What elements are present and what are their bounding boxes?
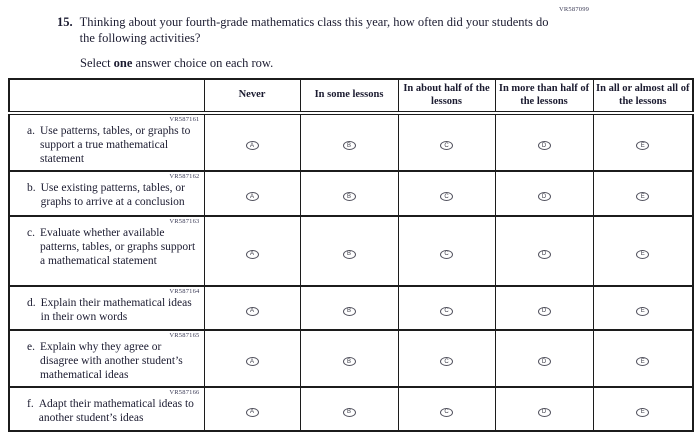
row-stem	[9, 286, 204, 330]
answer-bubble[interactable]: C	[440, 307, 453, 316]
row-code: VR587166	[169, 389, 200, 396]
table-row-a	[9, 113, 693, 171]
select-instruction-suffix: answer choice on each row.	[132, 55, 274, 70]
row-letter: b.	[27, 182, 36, 194]
row-code: VR587164	[169, 288, 200, 295]
answer-bubble[interactable]: A	[246, 307, 259, 316]
choice-cell	[398, 171, 495, 216]
answer-bubble[interactable]: B	[343, 192, 356, 201]
row-stem	[9, 387, 204, 431]
column-header-never: Never	[204, 79, 300, 113]
answer-bubble[interactable]: A	[246, 408, 259, 417]
answer-bubble[interactable]: D	[538, 357, 551, 366]
answer-bubble[interactable]: E	[636, 357, 649, 366]
choice-cell	[495, 286, 593, 330]
choice-cell	[204, 330, 300, 387]
row-letter: d.	[27, 297, 36, 309]
row-stem	[9, 216, 204, 286]
row-code: VR587163	[169, 218, 200, 225]
select-instruction-bold: one	[113, 55, 133, 70]
choice-cell	[398, 330, 495, 387]
question-number: 15.	[57, 15, 73, 29]
table-row-c	[9, 216, 693, 286]
choice-cell	[204, 216, 300, 286]
question-block	[57, 14, 602, 71]
answer-bubble[interactable]: C	[440, 357, 453, 366]
choice-cell	[204, 171, 300, 216]
answer-bubble[interactable]: E	[636, 408, 649, 417]
answer-bubble[interactable]: A	[246, 250, 259, 259]
column-header-some-lessons: In some lessons	[300, 79, 398, 113]
answer-bubble[interactable]: B	[343, 307, 356, 316]
answer-bubble[interactable]: E	[636, 250, 649, 259]
choice-cell	[300, 171, 398, 216]
row-stem	[9, 171, 204, 216]
choice-cell	[398, 216, 495, 286]
column-header-about-half: In about half of the lessons	[398, 79, 495, 113]
row-text: Explain why they agree or disagree with another student’s mathematical ideas	[39, 341, 183, 382]
choice-cell	[593, 113, 693, 171]
row-stem	[9, 113, 204, 171]
row-text: Adapt their mathematical ideas to another student’s ideas	[38, 398, 194, 425]
answer-bubble[interactable]: D	[538, 307, 551, 316]
choice-cell	[593, 330, 693, 387]
choice-cell	[495, 113, 593, 171]
answer-bubble[interactable]: B	[343, 357, 356, 366]
answer-bubble[interactable]: C	[440, 408, 453, 417]
answer-bubble[interactable]: B	[343, 408, 356, 417]
row-text: Explain their mathematical ideas in their own words	[40, 297, 192, 324]
question-text: Thinking about your fourth-grade mathematics class this year, how often did your students do the following activities?	[79, 15, 549, 46]
answer-bubble[interactable]: E	[636, 141, 649, 150]
row-code: VR587161	[169, 116, 200, 123]
answer-bubble[interactable]: B	[343, 250, 356, 259]
table-row-d	[9, 286, 693, 330]
answer-bubble[interactable]: E	[636, 307, 649, 316]
answers-table	[8, 78, 694, 432]
choice-cell	[398, 286, 495, 330]
page-code: VR587099	[559, 6, 590, 13]
row-code: VR587162	[169, 173, 200, 180]
row-text: Use existing patterns, tables, or graphs to arrive at a conclusion	[40, 182, 185, 209]
row-letter: e.	[27, 341, 35, 353]
choice-cell	[300, 113, 398, 171]
answer-bubble[interactable]: A	[246, 192, 259, 201]
answer-bubble[interactable]: A	[246, 357, 259, 366]
choice-cell	[300, 216, 398, 286]
table-row-b	[9, 171, 693, 216]
select-instruction-prefix: Select	[80, 55, 114, 70]
choice-cell	[204, 286, 300, 330]
choice-cell	[300, 330, 398, 387]
column-header-more-than-half: In more than half of the lessons	[495, 79, 593, 113]
choice-cell	[398, 387, 495, 431]
row-letter: c.	[27, 227, 35, 239]
row-text: Evaluate whether available patterns, tables, or graphs support a mathematical statement	[39, 227, 196, 268]
choice-cell	[593, 171, 693, 216]
corner-cell	[9, 79, 204, 113]
answer-bubble[interactable]: C	[440, 141, 453, 150]
choice-cell	[204, 387, 300, 431]
choice-cell	[593, 387, 693, 431]
answer-bubble[interactable]: C	[440, 192, 453, 201]
choice-cell	[593, 216, 693, 286]
choice-cell	[300, 286, 398, 330]
table-row-e	[9, 330, 693, 387]
row-code: VR587165	[169, 332, 200, 339]
answer-bubble[interactable]: D	[538, 141, 551, 150]
choice-cell	[204, 113, 300, 171]
answer-bubble[interactable]: A	[246, 141, 259, 150]
row-letter: a.	[27, 125, 35, 137]
header-row	[9, 79, 693, 113]
answer-bubble[interactable]: C	[440, 250, 453, 259]
answer-bubble[interactable]: D	[538, 192, 551, 201]
choice-cell	[495, 387, 593, 431]
row-letter: f.	[27, 398, 34, 410]
table-row-f	[9, 387, 693, 431]
choice-cell	[300, 387, 398, 431]
choice-cell	[593, 286, 693, 330]
answer-bubble[interactable]: B	[343, 141, 356, 150]
column-header-all-almost-all: In all or almost all of the lessons	[593, 79, 693, 113]
choice-cell	[495, 330, 593, 387]
select-instruction	[80, 56, 602, 71]
answer-bubble[interactable]: E	[636, 192, 649, 201]
choice-cell	[398, 113, 495, 171]
answer-bubble[interactable]: D	[538, 408, 551, 417]
answer-bubble[interactable]: D	[538, 250, 551, 259]
choice-cell	[495, 216, 593, 286]
row-stem	[9, 330, 204, 387]
choice-cell	[495, 171, 593, 216]
row-text: Use patterns, tables, or graphs to support a true mathematical statement	[39, 125, 191, 166]
